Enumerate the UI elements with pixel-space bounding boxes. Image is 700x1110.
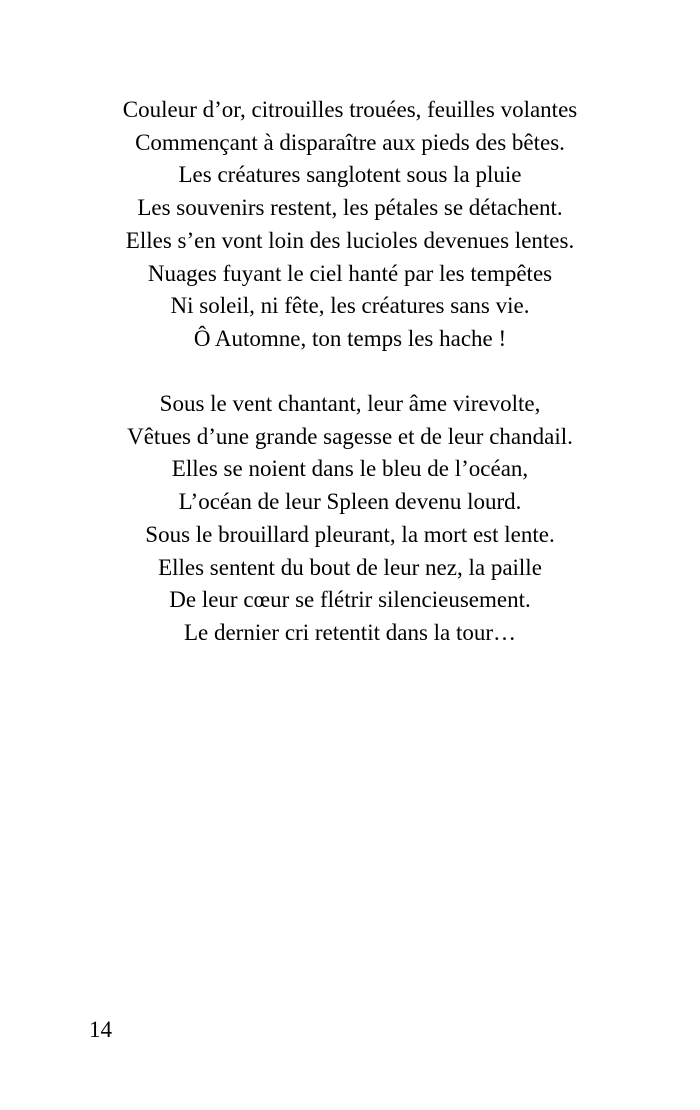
verse-line: Commençant à disparaître aux pieds des bêtes.	[135, 129, 565, 155]
poem-stanza-1	[0, 94, 700, 356]
verse-line: Ni soleil, ni fête, les créatures sans vie.	[170, 293, 530, 319]
verse-line: Elles s’en vont loin des lucioles devenues lentes.	[125, 227, 575, 253]
verse-line: Elles se noient dans le bleu de l’océan,	[171, 456, 529, 482]
verse-line: Sous le vent chantant, leur âme virevolte,	[159, 391, 541, 416]
verse-line: Les créatures sanglotent sous la pluie	[178, 162, 522, 188]
verse-line: Ô Automne, ton temps les hache !	[193, 325, 507, 351]
verse-line: Nuages fuyant le ciel hanté par les tempêtes	[147, 260, 553, 286]
verse-line: De leur cœur se flétrir silencieusement.	[169, 587, 531, 613]
verse-line: Couleur d’or, citrouilles trouées, feuilles volantes	[122, 97, 578, 122]
verse-line: Le dernier cri retentit dans la tour…	[183, 619, 517, 645]
poem-stanza-2	[0, 388, 700, 650]
verse-line: Sous le brouillard pleurant, la mort est lente.	[145, 521, 555, 547]
verse-line: Les souvenirs restent, les pétales se détachent.	[137, 195, 563, 221]
verse-line: Vêtues d’une grande sagesse et de leur chandail.	[127, 423, 573, 449]
page-number: 14	[89, 1017, 112, 1042]
verse-line: Elles sentent du bout de leur nez, la paille	[158, 554, 542, 580]
verse-line: L’océan de leur Spleen devenu lourd.	[178, 489, 522, 515]
